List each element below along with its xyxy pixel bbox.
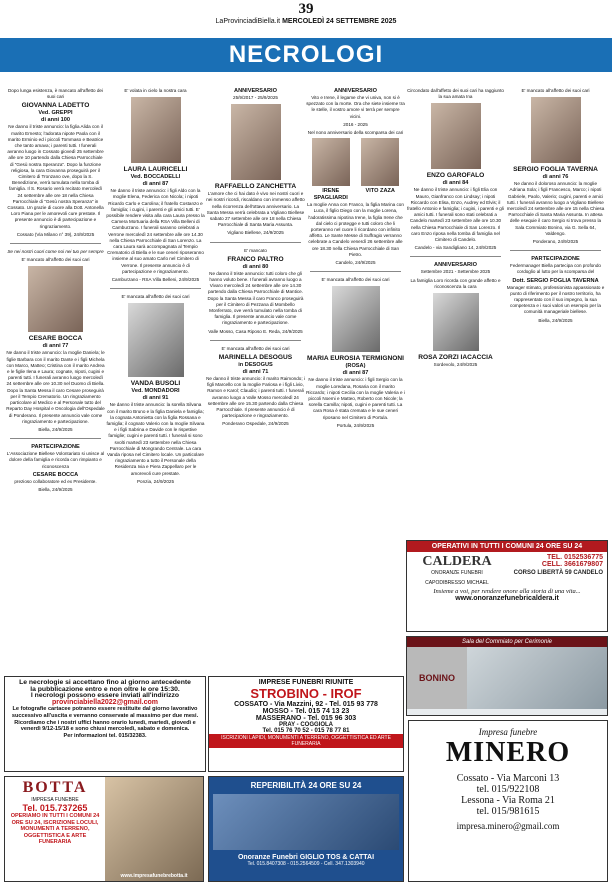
- obit-text: Ne danno il triste annuncio: i figli Elia con Mauro, Gianfranco con Lindsay; i nipoti Riccardo con Elisa, Enzo, Audrey ed Elvis; il fratello Antonio e famiglia; i cugini, i parenti e gli amici tutti. I funerali sono stati celebrati a Candelo martedì 23 settembre alle ore 10.30 nella Chiesa Parrocchiale di San Lorenzo. Il caro Enzo riposa nella tomba di famiglia nel Cimitero di Candelo.: [407, 187, 504, 243]
- obit-intro: Circondato dall'affetto dei suoi cari ha raggiunto la sua amata Ina: [407, 88, 504, 100]
- obit-text: Ne danno il triste annuncio: i figli Sergio con la moglie Loredana, Rosaria con il marito Riccardo; i nipoti Cecilia con la moglie Valeria e i piccoli Noemi e Matteo, Roberto con Nicole; la sorella Camilla; nipoti, cugini e parenti tutti. La cara Rosa è stata cremata e le sue ceneri riposano nel Cimitero di Portula.: [306, 377, 405, 420]
- anniversary-text: La famiglia Loro ricorda con grande affetto e riconoscenza la cara: [410, 277, 501, 289]
- participation-title: PARTECIPAZIONE: [31, 444, 80, 451]
- strobino-ad: IMPRESE FUNEBRI RIUNITE STROBINO - IROF COSSATO - Via Mazzini, 92 - Tel. 015 93 778 MOSSO - Tel. 015 74 13 23 MASSERANO - Tel. 015 96 303 PRAY - COGGIOLA Tel. 015 76 70 52 - 015 78 77 81 ISCRIZIONI LAPIDI, MONUMENTI A TERRENO, OGGETTISTICA ED ARTE FUNERARIA: [208, 676, 404, 772]
- participation-name: Dott. SERGIO FOGLIA TAVERNA: [512, 277, 599, 284]
- caldera-top: OPERATIVI IN TUTTI I COMUNI 24 ORE SU 24: [407, 541, 607, 552]
- obit-text: La moglie Anna con Franco, la figlia Marina con Luca, il figlio Diego con la moglie Lorena, l'adoratissima nipotina Irene, la figlia Irene che dal cielo ci protegge e tutti coloro che li porteranno nel cuore li ricordano con infinito affetto. Le Sante Messe di Suffragio verranno celebrate a Candelo venerdì 26 settembre alle ore 18.30 nella Chiesa Parrocchiale di San Pietro.: [307, 202, 404, 257]
- obit-signature: Portula, 24/9/2025: [336, 422, 375, 428]
- obit-name-sub: Ved. BOCCADELLI: [130, 174, 181, 181]
- participation-text: Federmanager Biella partecipa con profondo cordoglio al lutto per la scomparsa del: [510, 263, 601, 275]
- obit-signature: Ponderano, 24/9/2025: [532, 239, 579, 245]
- obit-intro: E' mancato all'affetto dei suoi cari: [521, 88, 590, 93]
- obit-signature: Ponderano Ospedale, 24/9/2025: [222, 421, 289, 427]
- giglio-photo: [213, 794, 399, 850]
- obit-quote: Se nei nostri cuori come noi nei tuo per sempre: [7, 249, 104, 255]
- minero-name: MINERO: [445, 737, 571, 768]
- obit-age: di anni 100: [41, 117, 70, 124]
- strobino-name: STROBINO - IROF: [250, 686, 362, 701]
- caldera-ad: [406, 540, 608, 632]
- anniversary-text: Nel nono anniversario della scomparsa dei cari: [307, 130, 404, 136]
- caldera-name: CALDERA: [422, 554, 492, 569]
- bonino-photo: [467, 647, 607, 709]
- notice-email: provinciabiella2022@gmail.com: [51, 698, 159, 706]
- obit-name: MARINELLA DESOGUS: [218, 354, 293, 362]
- obit-age: di anni 76: [542, 174, 569, 181]
- obit-name: RAFFAELLO ZANCHETTA: [214, 183, 297, 191]
- caldera-website: www.onoranzefunebricaldera.it: [455, 595, 559, 602]
- bonino-title: Sala del Commiato per Cerimonie: [407, 637, 607, 647]
- obit-signature: Vigliano Biellese, 24/9/2025: [227, 230, 284, 236]
- column-1: [6, 88, 105, 678]
- column-2: [106, 88, 205, 678]
- obit-name-sub: (ROSA): [345, 363, 366, 370]
- obit-intro: E' mancata all'affetto dei suoi cari: [121, 294, 190, 300]
- obit-age: di anni 87: [342, 370, 369, 377]
- participation-title: PARTECIPAZIONE: [531, 256, 580, 263]
- issue-date: MERCOLEDÌ 24 SETTEMBRE 2025: [282, 18, 397, 25]
- portrait-photo: [131, 97, 181, 163]
- portrait-photo: [231, 104, 281, 180]
- obit-name: ENZO GAROFALO: [426, 172, 485, 180]
- obit-age: di anni 84: [442, 180, 469, 187]
- anniversary-dates: 2016 - 2025: [343, 121, 368, 127]
- obit-signature: Valle Mosso, Casa Riposo E. Reda, 24/9/2025: [208, 328, 303, 334]
- anniversary-dates: 25/9/2017 - 25/9/2025: [233, 95, 278, 100]
- obit-intro: E' mancato all'affetto dei suoi cari: [21, 257, 90, 263]
- obit-name: LAURA LAURICELLI: [123, 166, 188, 174]
- obit-name-sub: Ved. MONDADORI: [131, 388, 180, 395]
- portrait-photo: [361, 138, 399, 186]
- giglio-ad: REPERIBILITÀ 24 ORE SU 24 Onoranze Funebri GIGLIO TOS & CATTAI Tel. 015.8407308 - 015.2564509 - Cell. 347.1303940: [208, 776, 404, 882]
- page-header: [0, 0, 612, 30]
- obit-text: Ne danno il triste annuncio: la sorella Silvana con il marito Bruno e la figlia Daniela e famiglia; la cognata Antonietta con la figlia Rossana e famiglia; il cognato Valerio con la moglie Silvana e i figli Sabrina e Davide con le rispettive famiglie; cugini e parenti tutti. I funerali si sono svolti martedì 23 settembre nella Chiesa Parrocchiale di Mongrando Centrale. La cara Vanda riposa nel Cimitero locale. Un particolare ringraziamento a tutto il Personale della Residenza Ivia e Piera Zappellaro per le amorevoli cure prestate.: [106, 402, 205, 476]
- caldera-tel: TEL. 0152536775: [546, 554, 603, 561]
- anniversary-text: Vito e Irene, il legame che vi univa, non si è spezzato con la morte. Ora che siete insieme tra le stelle, il vostro amore vi terrà per sempre vicini.: [306, 95, 405, 119]
- obit-name: MARIA EUROSIA TERMIGNONI: [307, 355, 404, 363]
- participation-text: prezioso collaboratore ed ex Presidente.: [14, 478, 97, 484]
- obit-age: di anni 71: [242, 369, 269, 376]
- botta-name: BOTTA: [22, 779, 88, 796]
- caldera-address: CORSO LIBERTÀ 59 CANDELO: [513, 570, 603, 576]
- portrait-photo: [332, 286, 380, 352]
- anniversary-title: ANNIVERSARIO: [334, 88, 377, 94]
- obit-name: CESARE BOCCA: [28, 335, 83, 343]
- column-4: [306, 88, 405, 658]
- obit-age: di anni 87: [142, 181, 169, 188]
- giglio-name: Onoranze Funebri GIGLIO TOS & CATTAI: [237, 854, 375, 861]
- obit-text: Ne danno il triste annuncio: la figlia Alida con il marito Ernesto; l'adorata nipote Paola con il marito Erminio ed i piccoli Tommaso e Beatrice che tanto amava; i parenti tutti. I funerali avranno luogo in Cossato giovedì 25 settembre alle ore 10 partendo dalla Chiesa Parrocchiale di "Gesù nostra Speranza". Dopo la funzione religiosa, la cara Giovanna proseguirà per il Cimitero di Tronzano ove, dopo la S. Benedizione, verrà tumulata nella tomba di famiglia. Il S. Rosario verrà recitato mercoledì 24 settembre alle ore 18 nella Chiesa Parrocchiale di "Gesù nostra Speranza" in Cossato. Un grazie di cuore alla Dott. Antonella Loro Piana per le amorevoli cure prestate. Il presente annuncio è di partecipazione e ringraziamento.: [7, 124, 104, 229]
- obit-name: VANDA BUSOLI: [130, 380, 181, 388]
- obit-age: di anni 80: [242, 263, 269, 270]
- obit-intro: E' mancato: [244, 247, 267, 253]
- bonino-ad: [406, 636, 608, 716]
- obit-name: ROSA ZORZI IACACCIA: [418, 354, 493, 362]
- anniversary-title: ANNIVERSARIO: [434, 262, 477, 269]
- obit-intro: E' mancata all'affetto dei suoi cari: [321, 277, 390, 283]
- paper-name: LaProvinciadiBiella.it: [215, 18, 281, 25]
- portrait-photo: [28, 266, 83, 332]
- caldera-sub: ONORANZE FUNEBRI: [431, 570, 483, 576]
- portrait-photo: [312, 138, 350, 186]
- obit-name-sub: in DESOGUS: [238, 362, 273, 369]
- portrait-photo: [531, 97, 581, 163]
- portrait-photo: [433, 293, 479, 351]
- caldera-slogan: Insieme a voi, per rendere onore alla storia di una vita...: [433, 588, 581, 595]
- section-title: NECROLOGI: [0, 38, 612, 72]
- obit-signature: Candelo - via Sandigliano 14, 24/9/2025: [414, 245, 497, 251]
- necrology-notice: Le necrologie si accettano fino al giorno antecedente la pubblicazione entro e non oltre le ore 15:30. I necrologi possono essere inviati all'indirizzo provinciabiella2022@gmail.com Le fotografie cartacee potranno essere restituite dal giorno lavorativo successivo all'uscita e verranno conservate al massimo per due mesi. Ricordiamo che i nostri uffici hanno orario lunedì, martedì, giovedì e venerdì 9/12-15/18 e sono chiusi mercoledì, sabato e domenica. Per informazioni tel. 015/32383.: [4, 676, 206, 772]
- caldera-owner: CAPODIBRESSO MICHAEL: [425, 580, 489, 586]
- obit-name: IRENE SPAGLIARDI: [313, 188, 348, 202]
- minero-email: impresa.minero@gmail.com: [456, 821, 560, 831]
- obit-signature: Cossato (Via Milano n° 39), 24/9/2025: [16, 231, 95, 237]
- obit-name: GIOVANNA LADETTO: [21, 102, 90, 110]
- obit-intro: E' mancata all'affetto dei suoi cari: [221, 345, 290, 351]
- obit-signature: Biella, 24/9/2025: [38, 426, 73, 432]
- obit-text: Ne danno il triste annuncio: la moglie Daniela; le figlie Barbara con il marito Dante e i figli Michela con Marco, Matteo; Cristina con il marito Andrea e le figlie Ilena e Laura; cognate, nipoti, cugini e parenti tutti. I funerali avranno luogo mercoledì 24 settembre alle ore 10.30 nel Duomo di Biella. Dopo la Santa Messa il caro Cesare proseguirà per il Tempio Crematorio. Un ringraziamento particolare al Medico e al Personale tutto del Reparto Day Hospital e Oncologia dell'Ospedale di Ponderano. Il presente annuncio vale come ringraziamento e partecipazione.: [6, 350, 105, 424]
- participation-signature: Biella, 24/9/2025: [38, 486, 73, 492]
- obit-age: di anni 91: [142, 395, 169, 402]
- obit-text: Ne danno il doloroso annuncio: la moglie Adriana Sola; i figli Francesco, Marco; i nipoti Gabriele, Paolo, Valerio; cugini, parenti e amici tutti. I funerali avranno luogo a Vigliano Biellese mercoledì 24 settembre alle ore 15 nella Chiesa Parrocchiale di Santa Maria Assunta. In attesa delle esequie il caro Sergio si trova presso la Sala Commiato Bonino, via G. Sella 64, Valdengo.: [506, 181, 605, 236]
- obit-name: SERGIO FOGLIA TAVERNA: [513, 166, 598, 174]
- obit-signature: Ponzia, 24/9/2025: [136, 478, 175, 484]
- obit-signature: Candelo, 24/9/2025: [335, 260, 376, 266]
- anniversary-title: ANNIVERSARIO: [234, 88, 277, 94]
- obit-signature: Sordevolo, 24/9/2025: [433, 362, 478, 368]
- caldera-tel: CELL. 3661679807: [541, 561, 603, 568]
- obit-name: FRANCO PALTRO: [227, 255, 284, 263]
- obit-signature: Camburzano - RSA Villa Belleni, 24/9/2025: [111, 277, 200, 283]
- obit-text: Ne danno il triste annuncio: tutti coloro che gli hanno voluto bene. I funerali avranno luogo a Vivaro mercoledì 24 settembre alle ore 14.30 partendo dalla Chiesa Parrocchiale di Mantice. Dopo la Santa Messa il caro Franco proseguirà per il Cimitero di Pezzana di Mombello Monferrato, ove verrà tumulato nella tomba di famiglia. Il presente annuncio vale come ringraziamento e partecipazione.: [207, 270, 304, 326]
- bonino-name: BONINO: [407, 647, 467, 709]
- participation-text: Manager stimato, professionista appassionato e punto di riferimento per il nostro territorio, ha rappresentato con il suo impegno, la sua competenza e i suoi valori un esempio per la comunità manageriale biellese.: [506, 284, 605, 315]
- column-3: [206, 88, 305, 658]
- obit-text: Ne danno il triste annuncio: il marito Raimondo; i figli Marcello con la moglie Fariosa e i figli Livio, Ramon e Karol; Claudio; i parenti tutti. I funerali avranno luogo a Valle Mosso mercoledì 24 settembre alle ore 15.30 partendo dalla Chiesa Parrocchiale. Il presente annuncio è di partecipazione e ringraziamento.: [206, 376, 305, 419]
- participation-text: L'Associazione Biellese Volontariato si unisce al dolore della famiglia e ricorda con rimpianto e riconoscenza: [6, 451, 105, 469]
- column-5: [406, 88, 505, 548]
- obit-text: L'amore che ci hai dato è vivo nei nostri cuori e nei nostri ricordi, riscaldano con immenso affetto nella ricorrenza dell'ottavo anniversario. La Santa Messa verrà celebrata a Vigliano Biellese sabato 27 settembre alle ore 18 nella Chiesa Parrocchiale di Santa Maria Assunta.: [206, 191, 305, 228]
- botta-tel: Tel. 015.737265: [22, 803, 88, 813]
- portrait-photo: [128, 303, 184, 377]
- obit-name: VITO ZAZA: [365, 188, 395, 195]
- obit-age: di anni 77: [42, 343, 69, 350]
- page-number: 39: [298, 1, 314, 17]
- obit-intro: E' volata in cielo la nostra cara: [124, 88, 187, 93]
- anniversary-dates: Settembre 2021 - Settembre 2025: [420, 269, 491, 275]
- column-6: [506, 88, 605, 538]
- obit-name-sub: Ved. GREPPI: [38, 110, 73, 117]
- obit-text: Ne danno il triste annuncio: i figli Aldo con la moglie Elena, Federica con Nicola; i nipoti Ricardo Carlo e Carolina; il fratello Costanzo e famiglia; i cugini, i parenti e gli amici tutti. E' possibile rendere visita alla cara Laura presso la Camera Mortuaria della RSA Villa Belleni di Camburzano. I funerali saranno celebrati a Verrone mercoledì 24 settembre alle ore 14.30 nella Chiesa Parrocchiale di San Lorenzo. La cara Laura sarà accompagnata al Tempio Crematorio di Biella e le sue ceneri riposeranno insieme al suo amato Carlo nel Cimitero di Verrone. Il presente annuncio è di partecipazione e ringraziamento.: [106, 188, 205, 274]
- botta-ad: BOTTA IMPRESA FUNEBRE Tel. 015.737265 OPERIAMO IN TUTTI I COMUNI 24 ORE SU 24, ISCRIZIONE LOCULI, MONUMENTI A TERRENO, OGGETTISTICA E ARTE FUNERARIA www.impresafunebrebotta.it: [4, 776, 204, 882]
- obit-intro: Dopo lunga esistenza, è mancato all'affetto dei suoi cari: [7, 88, 104, 100]
- botta-photo: www.impresafunebrebotta.it: [105, 777, 203, 881]
- participation-name: CESARE BOCCA: [32, 471, 79, 478]
- portrait-photo: [431, 103, 481, 169]
- minero-ad: Impresa funebre MINERO Cossato - Via Marconi 13 tel. 015/922108 Lessona - Via Roma 21 tel. 015/981615 impresa.minero@gmail.com: [408, 720, 608, 882]
- participation-signature: Biella, 24/9/2025: [538, 317, 573, 323]
